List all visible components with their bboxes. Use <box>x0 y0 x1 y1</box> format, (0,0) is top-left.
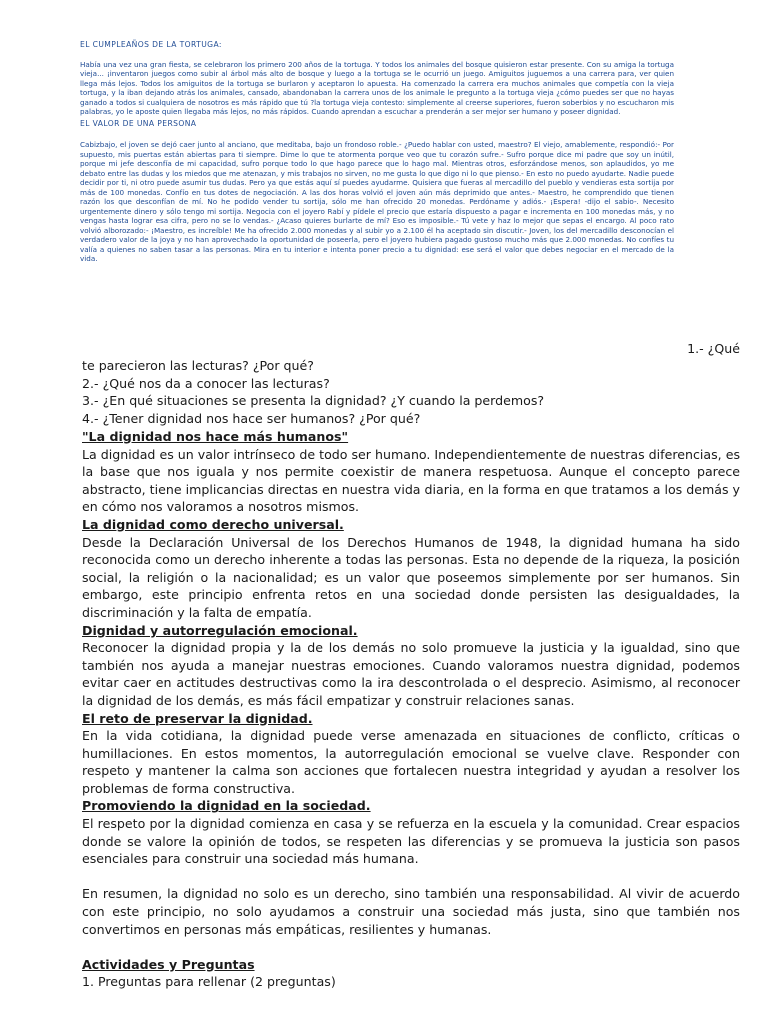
section-heading-reto: El reto de preservar la dignidad. <box>82 710 313 726</box>
activities-item-1: 1. Preguntas para rellenar (2 preguntas) <box>82 974 336 990</box>
spacer <box>82 938 740 956</box>
question-3: 3.- ¿En qué situaciones se presenta la dignidad? ¿Y cuando la perdemos? <box>82 393 545 409</box>
section-text-autorregulacion: Reconocer la dignidad propia y la de los demás no solo promueve la justicia y la igualdad, sino que también nos ayuda a manejar nuestras emociones. Cuando valoramos nuestra dignidad, podemos evitar caer en actitudes destructivas como la ira descontrolada o el desprecio. Asimismo, al reconocer la dignidad de los demás, es más fácil empatizar y construir relaciones sanas. <box>82 640 740 708</box>
article-intro: La dignidad es un valor intrínseco de todo ser humano. Independientemente de nuestras diferencias, es la base que nos iguala y nos permite coexistir de manera respetuosa. Aunque el concepto parece abstracto, tiene implicancias directas en nuestra vida diaria, en la forma en que tratamos a los demás y en cómo nos valoramos a nosotros mismos. <box>82 446 740 515</box>
article-conclusion: En resumen, la dignidad no solo es un derecho, sino también una responsabilidad. Al vivir de acuerdo con este principio, no solo ayudamos a construir una sociedad más justa, sino que también nos convertimos en personas más empáticas, resilientes y humanas. <box>82 886 740 937</box>
section-text-derecho: Desde la Declaración Universal de los Derechos Humanos de 1948, la dignidad humana ha sido reconocida como un derecho inherente a todas las personas. Esta no depende de la riqueza, la posición social, la religión o la nacionalidad; es un valor que poseemos simplemente por ser humanos. Sin embargo, este principio enfrenta retos en una sociedad donde persisten las desigualdades, la discriminación y la falta de empatía. <box>82 534 740 620</box>
question-4: 4.- ¿Tener dignidad nos hace ser humanos? ¿Por qué? <box>82 410 421 426</box>
activities-heading: Actividades y Preguntas <box>82 956 255 972</box>
story-title-tortuga: EL CUMPLEAÑOS DE LA TORTUGA: <box>80 40 222 49</box>
questions-list <box>82 357 740 427</box>
section-text-sociedad: El respeto por la dignidad comienza en casa y se refuerza en la escuela y la comunidad. Crear espacios donde se valore la opinión de todos, se respeten las diferencias y se promueva la justicia son pasos esenciales para construir una sociedad más humana. <box>82 816 740 867</box>
article-title: "La dignidad nos hace más humanos" <box>82 429 349 444</box>
spacer <box>82 868 740 886</box>
question-2: 2.- ¿Qué nos da a conocer las lecturas? <box>82 375 330 391</box>
story-title-valor: EL VALOR DE UNA PERSONA <box>80 118 197 128</box>
section-heading-derecho: La dignidad como derecho universal. <box>82 516 344 532</box>
question-1-text: te parecieron las lecturas? ¿Por qué? <box>82 358 314 373</box>
section-heading-sociedad: Promoviendo la dignidad en la sociedad. <box>82 798 371 814</box>
section-heading-autorregulacion: Dignidad y autorregulación emocional. <box>82 622 358 638</box>
article <box>82 428 740 991</box>
story-text-tortuga: Había una vez una gran fiesta, se celebraron los primero 200 años de la tortuga. Y todos los animales del bosque quisieron estar presente. Con su amiga la tortuga vieja... ¡inventaron juegos como subir al árbol más alto de bosque y luego a la tortuga se le ocurrió un juego. Amiguitos juguemos a una carrera para, ver quien llega más lejos. Todos los amiguitos de la tortuga se burlaron y aceptaron lo apuesta. Ha comenzado la carrera era muchos animales que competía con la vieja tortuga, y la iban dejando atrás los animales, cansado, abandonaban la carrera unos de los animale le pregunto a la tortuga vieja ¿cómo puedes ser que no hayas ganado a todos si cualquiera de nosotros es más rápido que tú ?la tortuga vieja contesto: simplemente al creerse superiores, fueron soberbios y no escucharon mis palabras, yo le aposte quien llegaba más lejos, no más rápidos. Cuando aprendan a escuchar a prenderán a ser mejor ser humano y poseer dignidad. <box>80 59 674 116</box>
embedded-story-image <box>80 40 674 354</box>
story-text-valor: Cabizbajo, el joven se dejó caer junto al anciano, que meditaba, bajo un frondoso roble.- ¿Puedo hablar con usted, maestro? El viejo, amablemente, respondió:- Por supuesto, mis puertas están abiertas para ti siempre. Dime lo que te atormenta porque veo que tu corazón sufre.- Sufro porque dice mi padre que soy un inútil, porque mi jefe desconfía de mi capacidad, sufro porque todo lo que hago parece que lo hago mal. Mientras otros, esforzándose menos, son aplaudidos, yo me debato entre las dudas y los miedos que me atenazan, y mis trabajos no sirven, no me gusta lo que digo ni lo que pienso.- En esto no puedo ayudarte. Nadie puede decidir por ti, ni otro puede asumir tus dudas. Pero ya que estás aquí sí puedes ayudarme. Quisiera que fueras al mercadillo del pueblo y vendieras esta sortija por más de 100 monedas. Confío en tus dotes de negociación. A las dos horas volvió el joven aún más deprimido que antes.- Maestro, he comprendido que tienen razón los que desconfían de mí. No he podido vender tu sortija, sólo me han ofrecido 20 monedas. Perdóname y adiós.- ¡Espera! -dijo el sabio-. Necesito urgentemente dinero y sólo tengo mi sortija. Negocia con el joyero Rabí y pídele el precio que estaría dispuesto a pagar e incrementa en 100 monedas más, y no vengas hasta lograr esa cifra, pero no se lo vendas.- ¿Acaso quieres burlarte de mí? Eso es imposible.- Tú vete y haz lo mejor que sepas el encargo. Al poco rato volvió alborozado:- ¡Maestro, es increíble! Me ha ofrecido 2.000 monedas y al subir yo a 2.100 él ha aceptado sin discutir.- Joven, los del mercadillo desconocían el verdadero valor de la joya y no han aprovechado la oportunidad de poseerla, pero el joyero hubiera pagado gustoso mucho más que 2.000 monedas. No confíes tu valía a quienes no saben tasar a las personas. Mira en tu interior e intenta poner precio a tu dignidad: ese será el valor que debes negociar en el mercado de la vida. <box>80 140 674 263</box>
section-text-reto: En la vida cotidiana, la dignidad puede verse amenazada en situaciones de conflicto, críticas o humillaciones. En estos momentos, la autorregulación emocional se vuelve clave. Responder con respeto y mantener la calma son acciones que fortalecen nuestra integridad y ayudan a resolver los problemas de forma constructiva. <box>82 728 740 796</box>
question-1-start: 1.- ¿Qué <box>687 341 740 356</box>
